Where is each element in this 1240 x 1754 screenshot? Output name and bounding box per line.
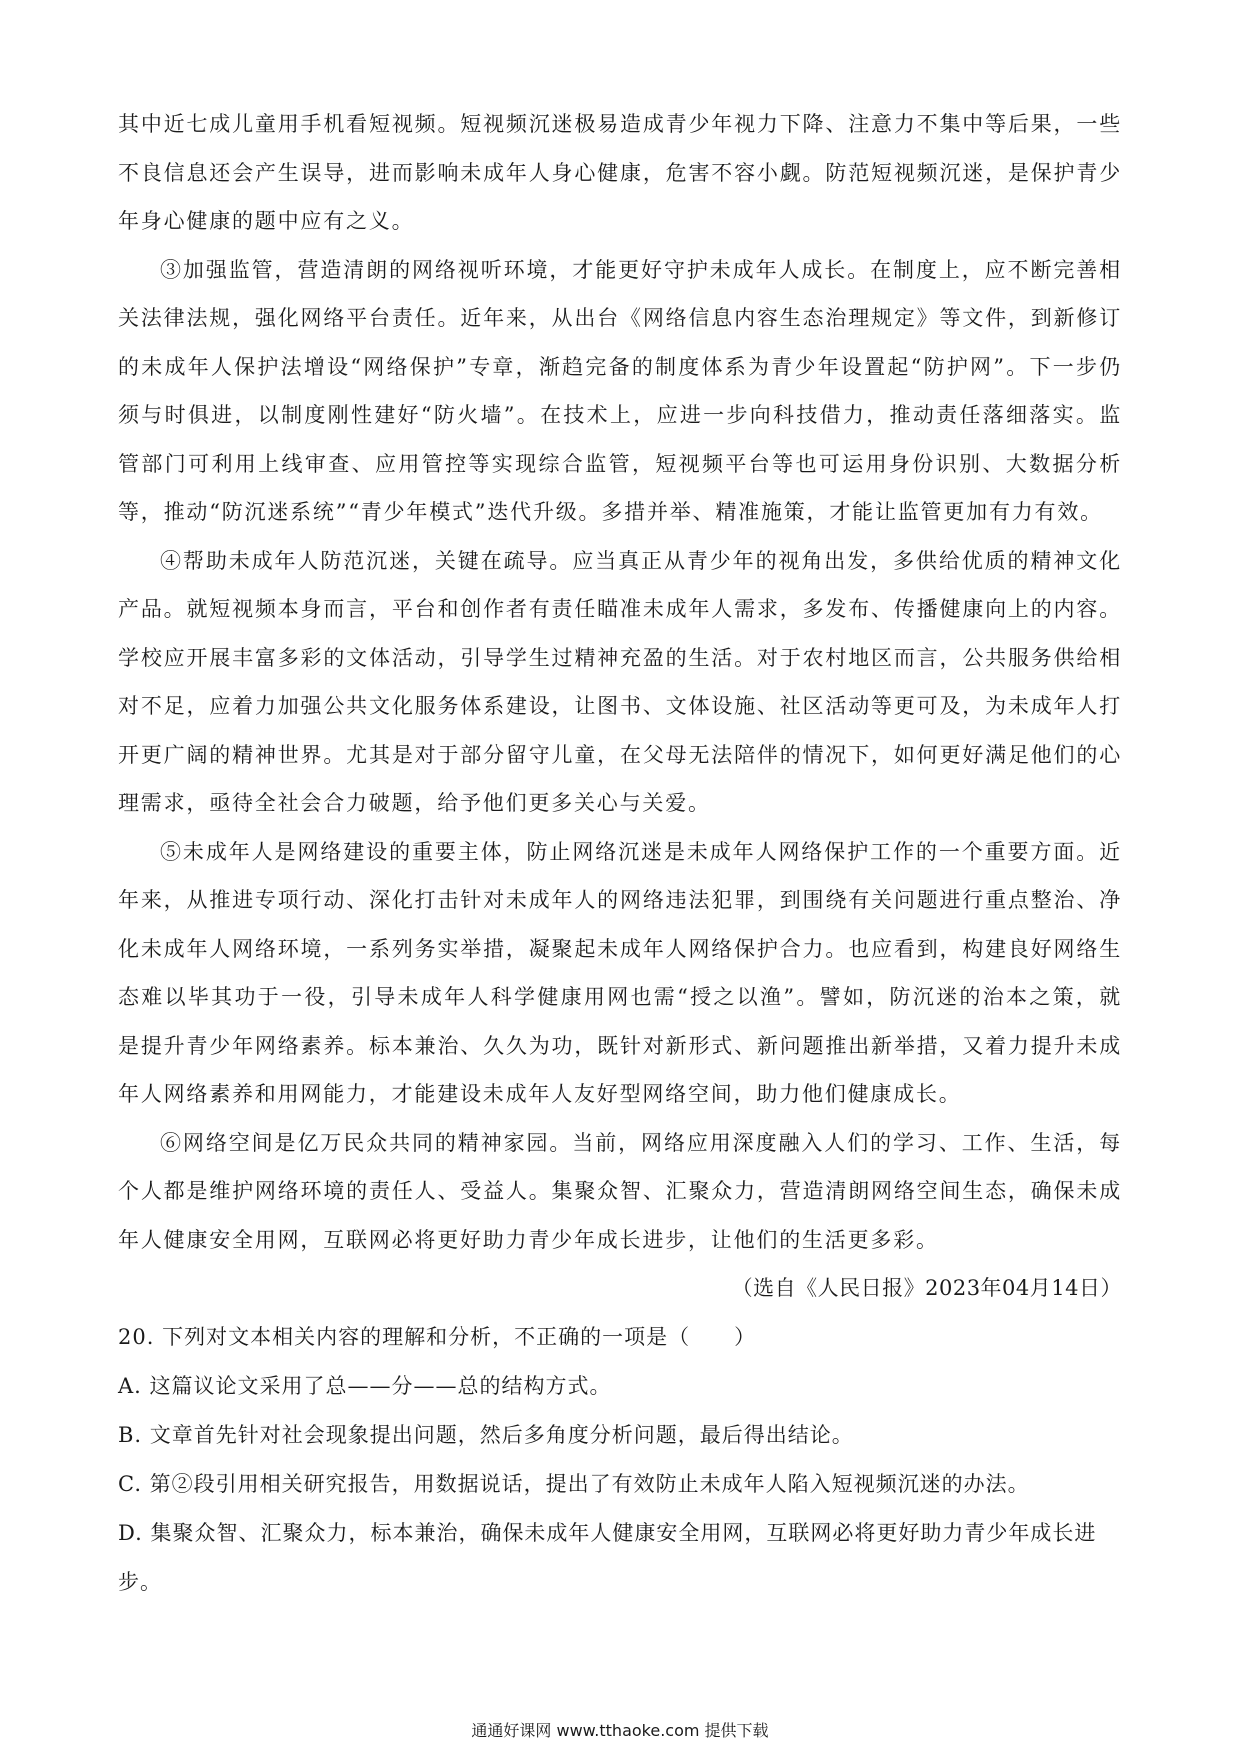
article-source: （选自《人民日报》2023年04月14日） xyxy=(731,1276,1122,1300)
article-paragraph-4: ④帮助未成年人防范沉迷，关键在疏导。应当真正从青少年的视角出发，多供给优质的精神文化产品。就短视频本身而言，平台和创作者有责任瞄准未成年人需求，多发布、传播健康向上的内容。学校应开展丰富多彩的文体活动，引导学生过精神充盈的生活。对于农村地区而言，公共服务供给相对不足，应着力加强公共文化服务体系建设，让图书、文体设施、社区活动等更可及，为未成年人打开更广阔的精神世界。尤其是对于部分留守儿童，在父母无法陪伴的情况下，如何更好满足他们的心理需求，亟待全社会合力破题，给予他们更多关心与关爱。 xyxy=(118,548,1122,815)
page-footer: 通通好课网 www.tthaoke.com 提供下载 xyxy=(471,1721,769,1740)
article-paragraph-continuation: 其中近七成儿童用手机看短视频。短视频沉迷极易造成青少年视力下降、注意力不集中等后果，一些不良信息还会产生误导，进而影响未成年人身心健康，危害不容小觑。防范短视频沉迷，是保护青少年身心健康的题中应有之义。 xyxy=(118,112,1122,233)
document-page xyxy=(118,100,1122,1607)
question-option-a: A. 这篇议论文采用了总——分——总的结构方式。 xyxy=(118,1373,612,1398)
article-paragraph-3: ③加强监管，营造清朗的网络视听环境，才能更好守护未成年人成长。在制度上，应不断完善相关法律法规，强化网络平台责任。近年来，从出台《网络信息内容生态治理规定》等文件，到新修订的未成年人保护法增设“网络保护”专章，渐趋完备的制度体系为青少年设置起“防护网”。下一步仍须与时俱进，以制度刚性建好“防火墙”。在技术上，应进一步向科技借力，推动责任落细落实。监管部门可利用上线审查、应用管控等实现综合监管，短视频平台等也可运用身份识别、大数据分析等，推动“防沉迷系统”“青少年模式”迭代升级。多措并举、精准施策，才能让监管更加有力有效。 xyxy=(118,257,1122,524)
question-stem: 20. 下列对文本相关内容的理解和分析，不正确的一项是（ ） xyxy=(118,1324,757,1349)
question-option-b: B. 文章首先针对社会现象提出问题，然后多角度分析问题，最后得出结论。 xyxy=(118,1422,854,1447)
question-option-d: D. 集聚众智、汇聚众力，标本兼治，确保未成年人健康安全用网，互联网必将更好助力青少年成长进步。 xyxy=(118,1520,1097,1594)
article-paragraph-6: ⑥网络空间是亿万民众共同的精神家园。当前，网络应用深度融入人们的学习、工作、生活，每个人都是维护网络环境的责任人、受益人。集聚众智、汇聚众力，营造清朗网络空间生态，确保未成年人健康安全用网，互联网必将更好助力青少年成长进步，让他们的生活更多彩。 xyxy=(118,1130,1122,1252)
article-paragraph-5: ⑤未成年人是网络建设的重要主体，防止网络沉迷是未成年人网络保护工作的一个重要方面。近年来，从推进专项行动、深化打击针对未成年人的网络违法犯罪，到围绕有关问题进行重点整治、净化未成年人网络环境，一系列务实举措，凝聚起未成年人网络保护合力。也应看到，构建良好网络生态难以毕其功于一役，引导未成年人科学健康用网也需“授之以渔”。譬如，防沉迷的治本之策，就是提升青少年网络素养。标本兼治、久久为功，既针对新形式、新问题推出新举措，又着力提升未成年人网络素养和用网能力，才能建设未成年人友好型网络空间，助力他们健康成长。 xyxy=(118,839,1122,1106)
question-option-c: C. 第②段引用相关研究报告，用数据说话，提出了有效防止未成年人陷入短视频沉迷的办法。 xyxy=(118,1471,1030,1496)
